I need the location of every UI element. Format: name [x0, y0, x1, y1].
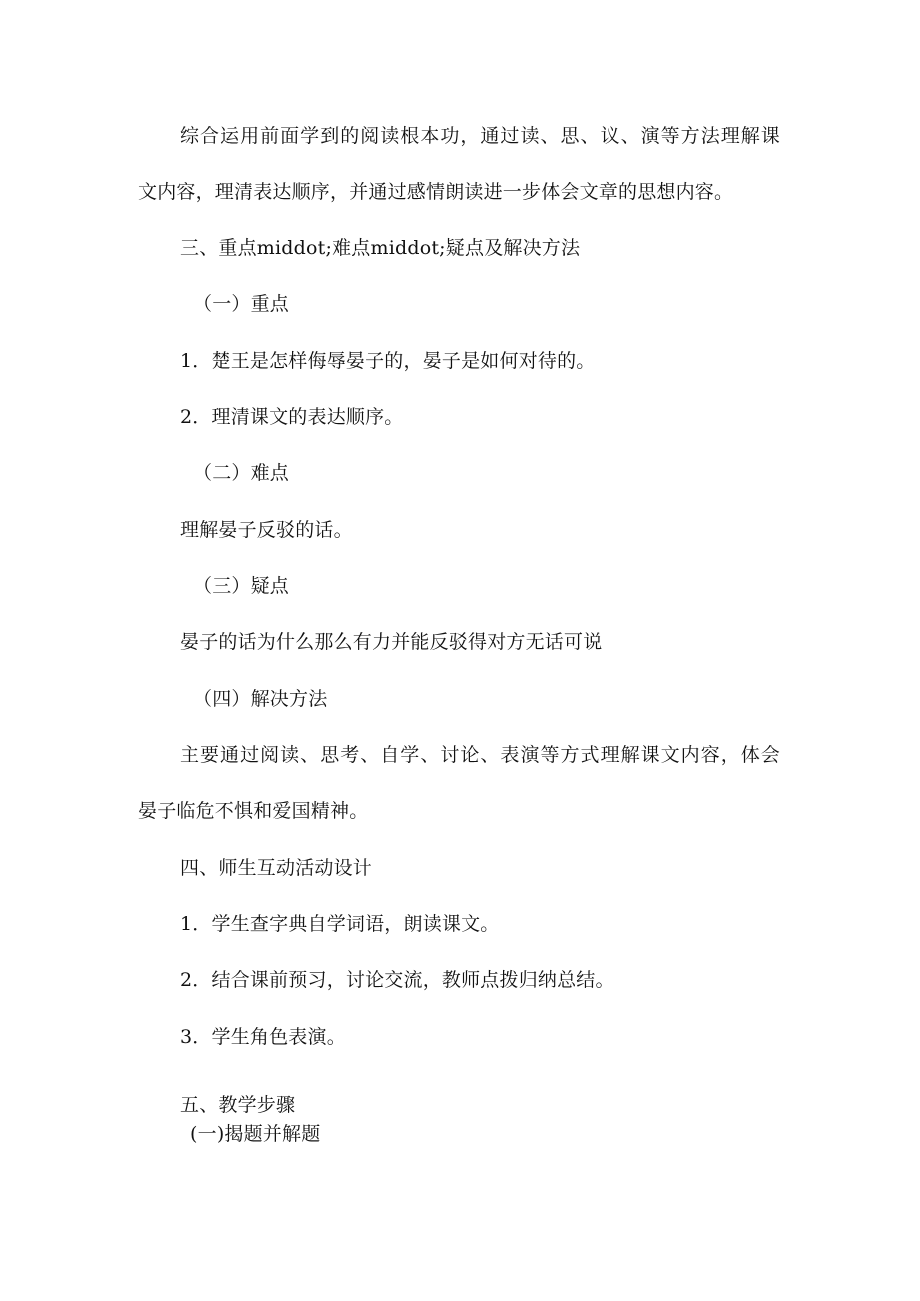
paragraph-line: 文内容，理清表达顺序，并通过感情朗读进一步体会文章的思想内容。 — [138, 181, 734, 203]
list-item: 2．理清课文的表达顺序。 — [180, 406, 404, 428]
subsection-heading: （四）解决方法 — [193, 688, 328, 710]
paragraph-line: 晏子临危不惧和爱国精神。 — [138, 800, 369, 822]
list-item: 1．学生查字典自学词语，朗读课文。 — [180, 913, 500, 935]
list-item: 2．结合课前预习，讨论交流，教师点拨归纳总结。 — [180, 969, 615, 991]
section-heading: 四、师生互动活动设计 — [180, 857, 373, 879]
subsection-heading: （三）疑点 — [193, 575, 290, 597]
paragraph-line: 综合运用前面学到的阅读根本功，通过读、思、议、演等方法理解课 — [180, 125, 780, 147]
section-heading: 三、重点middot;难点middot;疑点及解决方法 — [180, 237, 581, 259]
list-item: 1．楚王是怎样侮辱晏子的，晏子是如何对待的。 — [180, 350, 596, 372]
paragraph-line: 晏子的话为什么那么有力并能反驳得对方无话可说 — [180, 631, 603, 653]
subsection-heading: （一）重点 — [193, 293, 290, 315]
list-item: 3．学生角色表演。 — [180, 1026, 346, 1048]
section-heading: 五、教学步骤 — [180, 1094, 296, 1116]
paragraph-line: 理解晏子反驳的话。 — [180, 519, 353, 541]
paragraph-line: 主要通过阅读、思考、自学、讨论、表演等方式理解课文内容，体会 — [180, 744, 780, 766]
subsection-heading: (一)揭题并解题 — [190, 1123, 321, 1145]
subsection-heading: （二）难点 — [193, 462, 290, 484]
